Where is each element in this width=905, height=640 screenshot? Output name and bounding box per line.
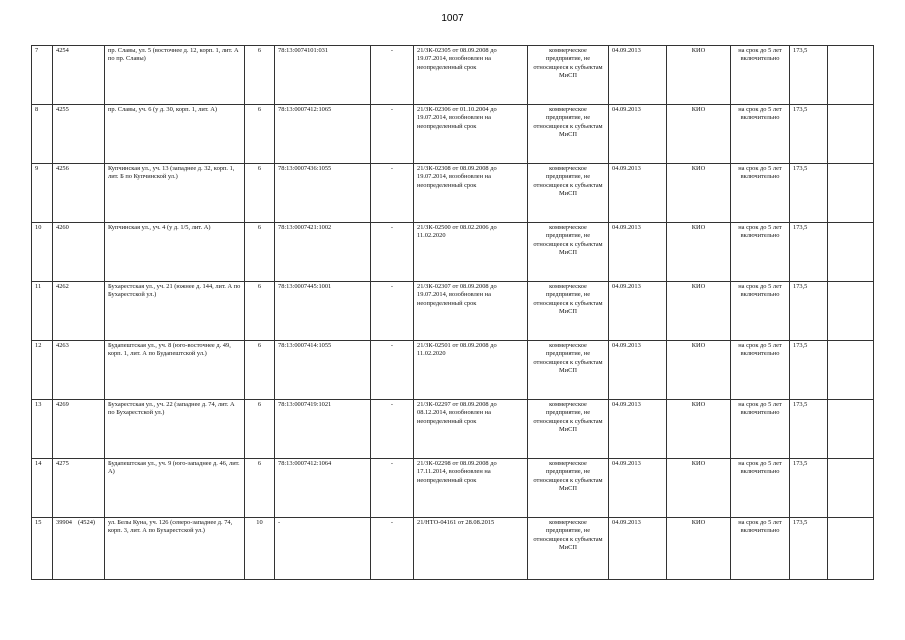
cadastral-number-cell <box>275 518 371 580</box>
zone-cell <box>245 164 275 223</box>
date-cell-text: 04.09.2013 <box>612 165 641 172</box>
object-id-cell-text: 4255 <box>56 106 69 113</box>
tenant-status-cell <box>528 282 609 341</box>
term-cell-text: на срок до 5 лет включительно <box>738 47 782 63</box>
empty-cell <box>828 282 874 341</box>
area-cell-text: 173,5 <box>793 47 808 54</box>
cadastral-number-cell-text: 78:13:0007436:1055 <box>278 165 332 172</box>
row-number-cell-text: 12 <box>35 342 42 349</box>
tenant-status-cell <box>528 341 609 400</box>
zone-cell <box>245 518 275 580</box>
object-id-note: (4524) <box>77 519 96 526</box>
table-row <box>32 105 874 164</box>
empty-cell <box>828 459 874 518</box>
tenant-status-cell-text: коммерческое предприятие, не относящееся к субъектам МиСП <box>533 401 603 434</box>
term-cell-text: на срок до 5 лет включительно <box>738 165 782 181</box>
object-id-cell <box>53 164 105 223</box>
tenant-status-cell-text: коммерческое предприятие, не относящееся к субъектам МиСП <box>533 283 603 316</box>
empty-value-cell <box>371 223 414 282</box>
object-id-cell <box>53 223 105 282</box>
tenant-status-cell-text: коммерческое предприятие, не относящееся к субъектам МиСП <box>533 47 603 80</box>
contract-cell-text: 21/ЗК-02305 от 08.09.2008 до 19.07.2014, возобновлен на неопределенный срок <box>417 47 497 71</box>
object-id-cell-text: 4260 <box>56 224 69 231</box>
object-id-cell <box>53 400 105 459</box>
tenant-status-cell-text: коммерческое предприятие, не относящееся к субъектам МиСП <box>533 342 603 375</box>
cadastral-number-cell-text: 78:13:0007414:1055 <box>278 342 332 349</box>
term-cell-text: на срок до 5 лет включительно <box>738 460 782 476</box>
tenant-status-cell <box>528 164 609 223</box>
authority-cell-text: КИО <box>691 342 706 349</box>
table-body <box>32 46 874 580</box>
contract-cell <box>414 518 528 580</box>
cadastral-number-cell-text: 78:13:0007445:1001 <box>278 283 332 290</box>
contract-cell <box>414 223 528 282</box>
row-number-cell <box>32 164 53 223</box>
term-cell-text: на срок до 5 лет включительно <box>738 224 782 240</box>
row-number-cell-text: 8 <box>35 106 39 113</box>
table-row <box>32 282 874 341</box>
date-cell <box>609 518 667 580</box>
date-cell-text: 04.09.2013 <box>612 106 641 113</box>
address-cell-text: Будапештская ул., уч. 8 (юго-восточнее д. 49, корп. 1, лит. А по Будапештской ул.) <box>108 342 231 358</box>
area-cell <box>790 341 828 400</box>
date-cell <box>609 46 667 105</box>
tenant-status-cell-text: коммерческое предприятие, не относящееся к субъектам МиСП <box>533 460 603 493</box>
date-cell <box>609 282 667 341</box>
empty-value-cell <box>371 518 414 580</box>
cadastral-number-cell-text: 78:13:0007412:1064 <box>278 460 332 467</box>
tenant-status-cell-text: коммерческое предприятие, не относящееся к субъектам МиСП <box>533 224 603 257</box>
table-row <box>32 164 874 223</box>
authority-cell <box>667 282 731 341</box>
empty-cell <box>828 518 874 580</box>
contract-cell-text: 21/ЗК-02307 от 08.09.2008 до 19.07.2014, возобновлен на неопределенный срок <box>417 283 497 307</box>
empty-value-cell <box>371 400 414 459</box>
empty-cell <box>828 105 874 164</box>
area-cell <box>790 459 828 518</box>
zone-cell <box>245 341 275 400</box>
authority-cell-text: КИО <box>691 106 706 113</box>
object-id-cell <box>53 459 105 518</box>
cadastral-number-cell-text: 78:13:0007419:1021 <box>278 401 332 408</box>
empty-cell <box>828 223 874 282</box>
row-number-cell <box>32 223 53 282</box>
cadastral-number-cell <box>275 459 371 518</box>
contract-cell-text: 21/ЗК-02501 от 08.09.2008 до 11.02.2020 <box>417 342 497 358</box>
object-id-cell-text: 4262 <box>56 283 69 290</box>
authority-cell-text: КИО <box>691 165 706 172</box>
empty-cell <box>828 341 874 400</box>
tenant-status-cell-text: коммерческое предприятие, не относящееся к субъектам МиСП <box>533 106 603 139</box>
date-cell <box>609 341 667 400</box>
empty-value-cell <box>371 282 414 341</box>
table-row <box>32 518 874 580</box>
contract-cell-text: 21/ЗК-02500 от 08.02.2006 до 11.02.2020 <box>417 224 497 240</box>
term-cell-text: на срок до 5 лет включительно <box>738 519 782 535</box>
contract-cell-text: 21/ЗК-02297 от 08.09.2008 до 08.12.2014, возобновлен на неопределенный срок <box>417 401 497 425</box>
cadastral-number-cell <box>275 46 371 105</box>
area-cell-text: 173,5 <box>793 106 808 113</box>
object-id-cell-text: 4254 <box>56 47 69 54</box>
area-cell <box>790 223 828 282</box>
object-id-cell <box>53 518 105 580</box>
empty-value-cell-text: - <box>390 342 394 349</box>
tenant-status-cell-text: коммерческое предприятие, не относящееся к субъектам МиСП <box>533 519 603 552</box>
authority-cell-text: КИО <box>691 519 706 526</box>
contract-cell <box>414 459 528 518</box>
area-cell-text: 173,5 <box>793 401 808 408</box>
table-row <box>32 46 874 105</box>
date-cell <box>609 223 667 282</box>
zone-cell-text: 6 <box>257 165 262 172</box>
area-cell-text: 173,5 <box>793 165 808 172</box>
empty-cell <box>828 400 874 459</box>
contract-cell <box>414 400 528 459</box>
address-cell <box>105 459 245 518</box>
table-row <box>32 459 874 518</box>
row-number-cell <box>32 518 53 580</box>
area-cell <box>790 400 828 459</box>
area-cell <box>790 282 828 341</box>
contract-cell-text: 21/ЗК-02298 от 08.09.2008 до 17.11.2014, возобновлен на неопределенный срок <box>417 460 497 484</box>
term-cell <box>731 518 790 580</box>
address-cell <box>105 341 245 400</box>
empty-value-cell-text: - <box>390 401 394 408</box>
term-cell <box>731 400 790 459</box>
date-cell <box>609 164 667 223</box>
cadastral-number-cell-text: 78:13:0007412:1065 <box>278 106 332 113</box>
area-cell <box>790 164 828 223</box>
row-number-cell <box>32 105 53 164</box>
date-cell-text: 04.09.2013 <box>612 342 641 349</box>
term-cell-text: на срок до 5 лет включительно <box>738 106 782 122</box>
contract-cell <box>414 164 528 223</box>
empty-cell <box>828 164 874 223</box>
authority-cell-text: КИО <box>691 460 706 467</box>
tenant-status-cell <box>528 223 609 282</box>
contract-cell <box>414 105 528 164</box>
date-cell-text: 04.09.2013 <box>612 460 641 467</box>
term-cell <box>731 282 790 341</box>
row-number-cell-text: 13 <box>35 401 42 408</box>
contract-cell-text: 21/ЗК-02308 от 08.09.2008 до 19.07.2014, возобновлен на неопределенный срок <box>417 165 497 189</box>
cadastral-number-cell <box>275 223 371 282</box>
cadastral-number-cell-text: 78:13:0074101:031 <box>278 47 329 54</box>
authority-cell-text: КИО <box>691 47 706 54</box>
zone-cell-text: 6 <box>257 460 262 467</box>
address-cell <box>105 164 245 223</box>
address-cell <box>105 282 245 341</box>
cadastral-number-cell <box>275 400 371 459</box>
object-id-cell <box>53 105 105 164</box>
authority-cell <box>667 46 731 105</box>
cadastral-number-cell <box>275 341 371 400</box>
date-cell-text: 04.09.2013 <box>612 283 641 290</box>
empty-value-cell-text: - <box>390 106 394 113</box>
empty-value-cell-text: - <box>390 224 394 231</box>
authority-cell <box>667 459 731 518</box>
zone-cell <box>245 400 275 459</box>
empty-value-cell-text: - <box>390 519 394 526</box>
object-id-cell-text: 4256 <box>56 165 69 172</box>
empty-value-cell <box>371 46 414 105</box>
zone-cell-text: 6 <box>257 106 262 113</box>
tenant-status-cell <box>528 105 609 164</box>
authority-cell <box>667 341 731 400</box>
cadastral-number-cell-text: 78:13:0007421:1002 <box>278 224 332 231</box>
zone-cell-text: 6 <box>257 283 262 290</box>
object-id-cell-text: 4275 <box>56 460 69 467</box>
address-cell <box>105 518 245 580</box>
row-number-cell-text: 11 <box>35 283 42 290</box>
term-cell <box>731 46 790 105</box>
tenant-status-cell <box>528 459 609 518</box>
term-cell <box>731 341 790 400</box>
row-number-cell-text: 9 <box>35 165 39 172</box>
address-cell <box>105 105 245 164</box>
zone-cell-text: 6 <box>257 401 262 408</box>
term-cell-text: на срок до 5 лет включительно <box>738 283 782 299</box>
object-id-cell <box>53 282 105 341</box>
empty-value-cell <box>371 164 414 223</box>
address-cell-text: Купчинская ул., уч. 13 (западнее д. 32, корп. 1, лит. Б по Купчинской ул.) <box>108 165 235 181</box>
empty-cell <box>828 46 874 105</box>
authority-cell <box>667 105 731 164</box>
empty-value-cell-text: - <box>390 460 394 467</box>
authority-cell <box>667 164 731 223</box>
term-cell <box>731 223 790 282</box>
area-cell-text: 173,5 <box>793 460 808 467</box>
date-cell <box>609 105 667 164</box>
empty-value-cell-text: - <box>390 47 394 54</box>
zone-cell-text: 6 <box>257 342 262 349</box>
row-number-cell <box>32 459 53 518</box>
authority-cell <box>667 518 731 580</box>
address-cell-text: Бухарестская ул., уч. 21 (южнее д. 144, лит. А по Бухарестской ул.) <box>108 283 241 299</box>
zone-cell <box>245 105 275 164</box>
empty-value-cell <box>371 341 414 400</box>
term-cell-text: на срок до 5 лет включительно <box>738 401 782 417</box>
tenant-status-cell <box>528 518 609 580</box>
area-cell-text: 173,5 <box>793 519 808 526</box>
row-number-cell-text: 15 <box>35 519 42 526</box>
date-cell <box>609 459 667 518</box>
term-cell-text: на срок до 5 лет включительно <box>738 342 782 358</box>
authority-cell <box>667 400 731 459</box>
area-cell-text: 173,5 <box>793 342 808 349</box>
area-cell-text: 173,5 <box>793 283 808 290</box>
term-cell <box>731 164 790 223</box>
authority-cell <box>667 223 731 282</box>
object-id-cell-text: 4269 <box>56 401 69 408</box>
zone-cell <box>245 46 275 105</box>
row-number-cell-text: 7 <box>35 47 39 54</box>
term-cell <box>731 459 790 518</box>
authority-cell-text: КИО <box>691 283 706 290</box>
row-number-cell-text: 10 <box>35 224 42 231</box>
address-cell-text: ул. Белы Куна, уч. 126 (северо-западнее д. 74, корп. 3, лит. А по Бухарестской ул.) <box>108 519 233 535</box>
address-cell-text: Будапештская ул., уч. 9 (юго-западнее д. 46, лит. А) <box>108 460 240 476</box>
cadastral-number-cell-text: - <box>278 519 281 526</box>
address-cell-text: пр. Славы, ул. 5 (восточнее д. 12, корп. 1, лит. А по пр. Славы) <box>108 47 239 63</box>
zone-cell-text: 6 <box>257 47 262 54</box>
page-number: 1007 <box>441 13 464 24</box>
empty-value-cell-text: - <box>390 283 394 290</box>
object-id-cell <box>53 341 105 400</box>
contract-cell-text: 21/ЗК-02306 от 01.10.2004 до 19.07.2014, возобновлен на неопределенный срок <box>417 106 497 130</box>
table-row <box>32 223 874 282</box>
contract-cell-text: 21/НТО-04161 от 28.08.2015 <box>417 519 495 526</box>
area-cell-text: 173,5 <box>793 224 808 231</box>
tenant-status-cell <box>528 46 609 105</box>
address-cell-text: Купчинская ул., уч. 4 (у д. 1/5, лит. А) <box>108 224 211 231</box>
tenant-status-cell-text: коммерческое предприятие, не относящееся к субъектам МиСП <box>533 165 603 198</box>
area-cell <box>790 518 828 580</box>
object-id-cell <box>53 46 105 105</box>
empty-value-cell-text: - <box>390 165 394 172</box>
date-cell-text: 04.09.2013 <box>612 401 641 408</box>
tenant-status-cell <box>528 400 609 459</box>
date-cell-text: 04.09.2013 <box>612 224 641 231</box>
address-cell <box>105 400 245 459</box>
authority-cell-text: КИО <box>691 224 706 231</box>
row-number-cell <box>32 400 53 459</box>
registry-table <box>31 45 874 580</box>
address-cell-text: Бухарестская ул., уч. 22 (западнее д. 74, лит. А по Бухарестской ул.) <box>108 401 235 417</box>
zone-cell-text: 6 <box>257 224 262 231</box>
cadastral-number-cell <box>275 164 371 223</box>
empty-value-cell <box>371 105 414 164</box>
contract-cell <box>414 282 528 341</box>
area-cell <box>790 105 828 164</box>
contract-cell <box>414 341 528 400</box>
term-cell <box>731 105 790 164</box>
row-number-cell-text: 14 <box>35 460 42 467</box>
zone-cell-text: 10 <box>256 519 263 526</box>
address-cell <box>105 223 245 282</box>
object-id-cell-text: 39904 <box>56 519 72 526</box>
authority-cell-text: КИО <box>691 401 706 408</box>
date-cell-text: 04.09.2013 <box>612 519 641 526</box>
area-cell <box>790 46 828 105</box>
zone-cell <box>245 459 275 518</box>
empty-value-cell <box>371 459 414 518</box>
zone-cell <box>245 223 275 282</box>
address-cell <box>105 46 245 105</box>
table-row <box>32 400 874 459</box>
date-cell <box>609 400 667 459</box>
cadastral-number-cell <box>275 105 371 164</box>
table-row <box>32 341 874 400</box>
row-number-cell <box>32 282 53 341</box>
date-cell-text: 04.09.2013 <box>612 47 641 54</box>
contract-cell <box>414 46 528 105</box>
zone-cell <box>245 282 275 341</box>
row-number-cell <box>32 46 53 105</box>
row-number-cell <box>32 341 53 400</box>
cadastral-number-cell <box>275 282 371 341</box>
address-cell-text: пр. Славы, уч. 6 (у д. 30, корп. 1, лит. А) <box>108 106 217 113</box>
object-id-cell-text: 4263 <box>56 342 69 349</box>
